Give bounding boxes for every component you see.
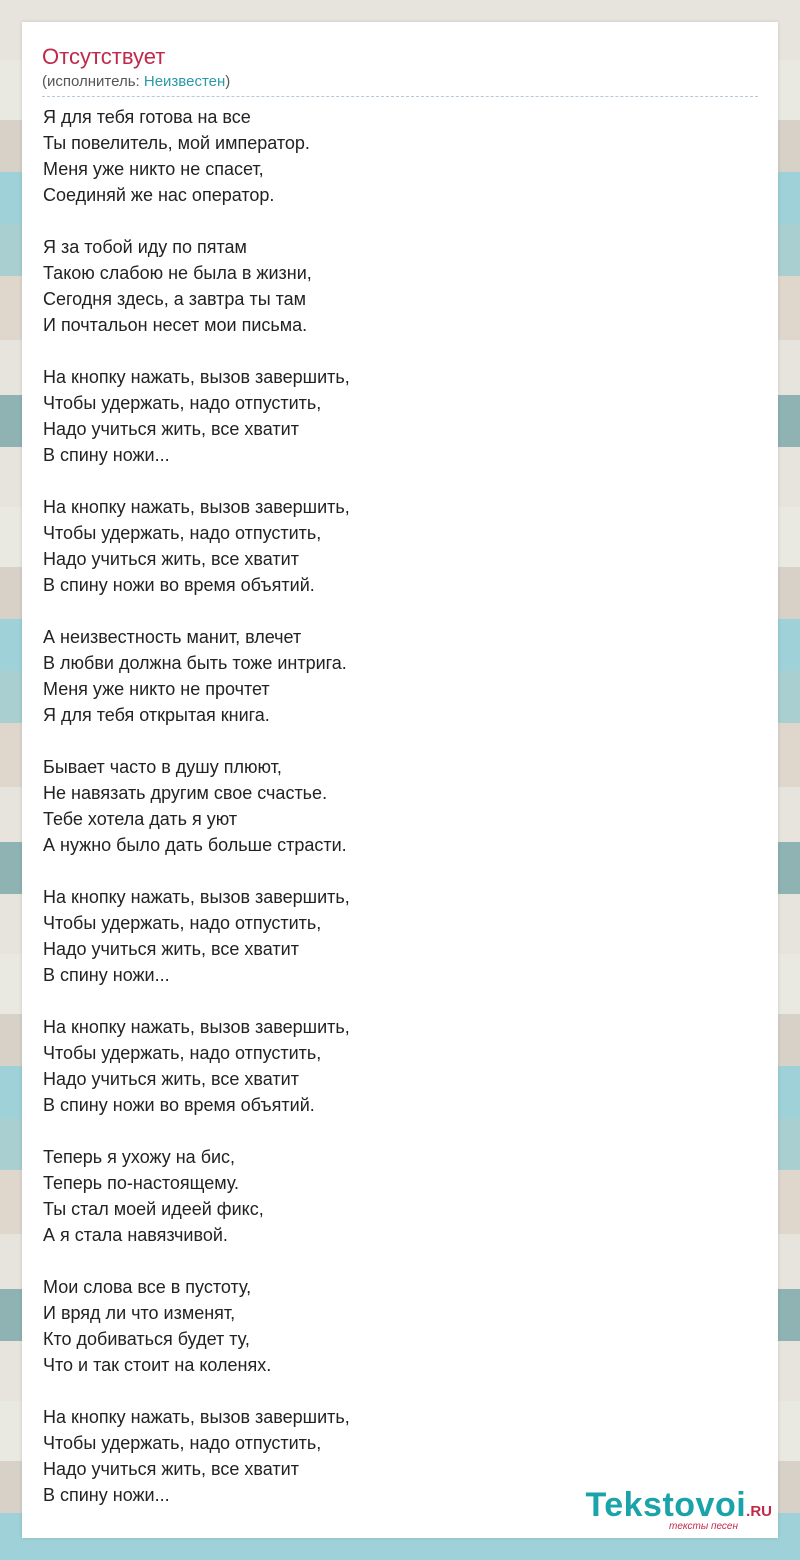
lyric-line: В спину ножи... — [43, 445, 170, 465]
lyric-line: Меня уже никто не прочтет — [43, 679, 270, 699]
lyric-line: Чтобы удержать, надо отпустить, — [43, 1043, 322, 1063]
lyric-line: На кнопку нажать, вызов завершить, — [43, 887, 350, 907]
lyric-line: Чтобы удержать, надо отпустить, — [43, 393, 322, 413]
lyric-line: Надо учиться жить, все хватит — [43, 549, 299, 569]
lyric-line: На кнопку нажать, вызов завершить, — [43, 497, 350, 517]
stanza-gap — [43, 858, 743, 884]
stanza-gap — [43, 1378, 743, 1404]
lyric-line: Соединяй же нас оператор. — [43, 185, 275, 205]
lyric-line: Я за тобой иду по пятам — [43, 237, 247, 257]
lyric-line: И почтальон несет мои письма. — [43, 315, 308, 335]
logo-wordmark: Tekstovoi — [585, 1486, 747, 1524]
lyrics-text — [43, 104, 743, 1508]
lyric-line: Мои слова все в пустоту, — [43, 1277, 252, 1297]
logo-domain: .RU — [746, 1503, 772, 1520]
artist-link[interactable]: Неизвестен — [143, 73, 226, 90]
lyric-line: И вряд ли что изменят, — [43, 1303, 236, 1323]
stanza-gap — [43, 728, 743, 754]
lyric-line: Ты стал моей идеей фикс, — [43, 1199, 264, 1219]
lyric-line: На кнопку нажать, вызов завершить, — [43, 1407, 350, 1427]
stanza-gap — [43, 208, 743, 234]
site-logo[interactable] — [585, 1488, 772, 1532]
lyric-line: Надо учиться жить, все хватит — [43, 419, 299, 439]
artist-prefix: (исполнитель: — [42, 73, 144, 90]
artist-line — [42, 72, 758, 92]
lyric-line: Что и так стоит на коленях. — [43, 1355, 272, 1375]
lyric-line: Надо учиться жить, все хватит — [43, 939, 299, 959]
lyric-line: В любви должна быть тоже интрига. — [43, 653, 347, 673]
lyric-line: На кнопку нажать, вызов завершить, — [43, 1017, 350, 1037]
lyric-line: А неизвестность манит, влечет — [43, 627, 302, 647]
lyric-line: Ты повелитель, мой император. — [43, 133, 310, 153]
stanza-gap — [43, 468, 743, 494]
lyric-line: Теперь по-настоящему. — [43, 1173, 240, 1193]
lyric-line: Меня уже никто не спасет, — [43, 159, 264, 179]
lyric-line: В спину ножи... — [43, 965, 170, 985]
stanza-gap — [43, 988, 743, 1014]
lyric-line: А нужно было дать больше страсти. — [43, 835, 347, 855]
lyric-line: В спину ножи во время объятий. — [43, 1095, 315, 1115]
stanza-gap — [43, 598, 743, 624]
lyric-line: Надо учиться жить, все хватит — [43, 1069, 299, 1089]
lyric-line: Бывает часто в душу плюют, — [43, 757, 282, 777]
stanza-gap — [43, 338, 743, 364]
artist-suffix: ) — [225, 73, 231, 90]
stanza-gap — [43, 1248, 743, 1274]
lyric-line: Надо учиться жить, все хватит — [43, 1459, 299, 1479]
lyric-line: Я для тебя готова на все — [43, 107, 251, 127]
lyrics-card — [22, 22, 778, 1538]
lyric-line: Не навязать другим свое счастье. — [43, 783, 328, 803]
lyric-line: Чтобы удержать, надо отпустить, — [43, 1433, 322, 1453]
lyric-line: Теперь я ухожу на бис, — [43, 1147, 236, 1167]
lyric-line: Я для тебя открытая книга. — [43, 705, 270, 725]
song-header — [42, 42, 758, 97]
song-title: Отсутствует — [42, 44, 166, 69]
lyric-line: В спину ножи во время объятий. — [43, 575, 315, 595]
lyric-line: В спину ножи... — [43, 1485, 170, 1505]
lyric-line: Такою слабою не была в жизни, — [43, 263, 312, 283]
lyric-line: Сегодня здесь, а завтра ты там — [43, 289, 307, 309]
lyric-line: Чтобы удержать, надо отпустить, — [43, 523, 322, 543]
logo-tagline: тексты песен — [669, 1521, 738, 1532]
lyric-line: На кнопку нажать, вызов завершить, — [43, 367, 350, 387]
lyric-line: Кто добиваться будет ту, — [43, 1329, 250, 1349]
lyric-line: Тебе хотела дать я уют — [43, 809, 238, 829]
lyric-line: Чтобы удержать, надо отпустить, — [43, 913, 322, 933]
stanza-gap — [43, 1118, 743, 1144]
lyric-line: А я стала навязчивой. — [43, 1225, 228, 1245]
